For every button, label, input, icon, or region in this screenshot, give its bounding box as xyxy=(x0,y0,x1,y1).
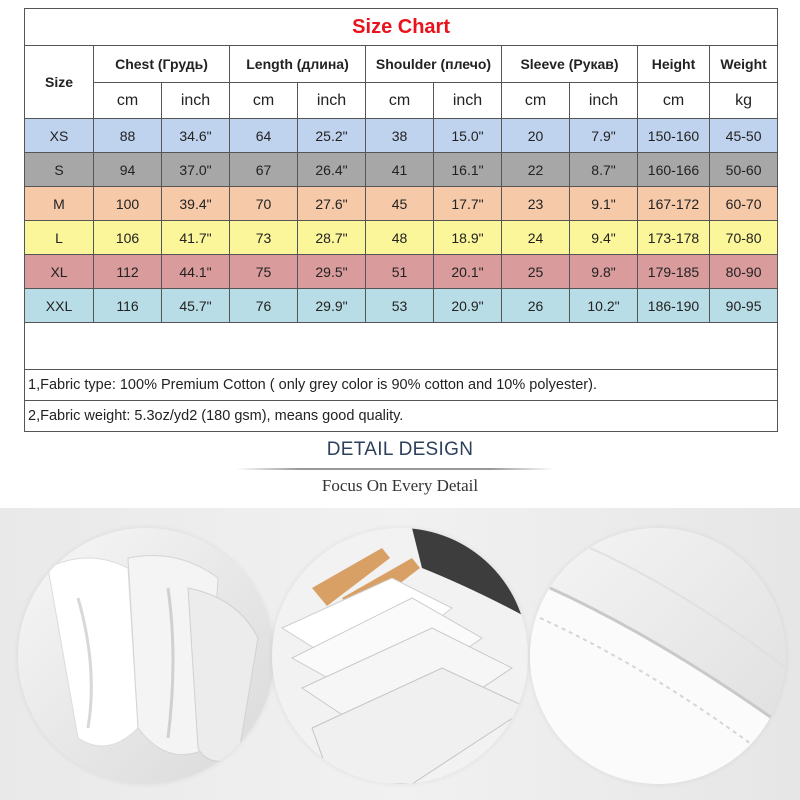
measurement-cell: 80-90 xyxy=(710,255,778,289)
measurement-cell: 45.7" xyxy=(162,289,230,323)
measurement-cell: 16.1" xyxy=(434,153,502,187)
unit-header: cm xyxy=(230,83,298,119)
size-row xyxy=(25,119,778,153)
measurement-cell: 9.8" xyxy=(570,255,638,289)
weight-header: Weight xyxy=(710,46,778,83)
unit-header: inch xyxy=(298,83,366,119)
size-label: XL xyxy=(25,255,94,289)
note-row xyxy=(25,401,778,432)
measurement-cell: 29.9" xyxy=(298,289,366,323)
measurement-cell: 70 xyxy=(230,187,298,221)
note-fabric-weight: 2,Fabric weight: 5.3oz/yd2 (180 gsm), means good quality. xyxy=(25,401,778,432)
measurement-cell: 73 xyxy=(230,221,298,255)
group-header-row xyxy=(25,46,778,83)
measurement-cell: 27.6" xyxy=(298,187,366,221)
measurement-cell: 20 xyxy=(502,119,570,153)
hanging-shirts-photo xyxy=(272,528,528,784)
measurement-cell: 75 xyxy=(230,255,298,289)
measurement-cell: 48 xyxy=(366,221,434,255)
size-chart-table xyxy=(24,8,778,432)
size-row xyxy=(25,255,778,289)
measurement-cell: 9.4" xyxy=(570,221,638,255)
measurement-cell: 44.1" xyxy=(162,255,230,289)
measurement-cell: 70-80 xyxy=(710,221,778,255)
size-row xyxy=(25,153,778,187)
heading-underline xyxy=(236,468,554,470)
measurement-cell: 23 xyxy=(502,187,570,221)
measurement-cell: 34.6" xyxy=(162,119,230,153)
sleeve-header: Sleeve (Рукав) xyxy=(502,46,638,83)
measurement-cell: 50-60 xyxy=(710,153,778,187)
measurement-cell: 53 xyxy=(366,289,434,323)
note-fabric-type: 1,Fabric type: 100% Premium Cotton ( only grey color is 90% cotton and 10% polyester). xyxy=(25,370,778,401)
length-header: Length (длина) xyxy=(230,46,366,83)
size-rows xyxy=(25,119,778,323)
measurement-cell: 41 xyxy=(366,153,434,187)
measurement-cell: 167-172 xyxy=(638,187,710,221)
measurement-cell: 41.7" xyxy=(162,221,230,255)
size-row xyxy=(25,187,778,221)
size-label: L xyxy=(25,221,94,255)
measurement-cell: 18.9" xyxy=(434,221,502,255)
measurement-cell: 45 xyxy=(366,187,434,221)
fabric-fold-photo xyxy=(18,528,274,784)
measurement-cell: 100 xyxy=(94,187,162,221)
measurement-cell: 38 xyxy=(366,119,434,153)
measurement-cell: 24 xyxy=(502,221,570,255)
measurement-cell: 94 xyxy=(94,153,162,187)
size-label: S xyxy=(25,153,94,187)
shoulder-header: Shoulder (плечо) xyxy=(366,46,502,83)
size-chart-title: Size Chart xyxy=(25,9,778,46)
measurement-cell: 15.0" xyxy=(434,119,502,153)
measurement-cell: 116 xyxy=(94,289,162,323)
measurement-cell: 22 xyxy=(502,153,570,187)
measurement-cell: 28.7" xyxy=(298,221,366,255)
measurement-cell: 7.9" xyxy=(570,119,638,153)
measurement-cell: 20.9" xyxy=(434,289,502,323)
measurement-cell: 173-178 xyxy=(638,221,710,255)
unit-header: kg xyxy=(710,83,778,119)
measurement-cell: 9.1" xyxy=(570,187,638,221)
unit-header-row xyxy=(25,83,778,119)
measurement-cell: 10.2" xyxy=(570,289,638,323)
unit-header: inch xyxy=(570,83,638,119)
measurement-cell: 60-70 xyxy=(710,187,778,221)
measurement-cell: 76 xyxy=(230,289,298,323)
measurement-cell: 17.7" xyxy=(434,187,502,221)
unit-header: cm xyxy=(366,83,434,119)
size-label: XS xyxy=(25,119,94,153)
note-row xyxy=(25,370,778,401)
measurement-cell: 26.4" xyxy=(298,153,366,187)
seam-closeup-photo xyxy=(530,528,786,784)
measurement-cell: 106 xyxy=(94,221,162,255)
unit-header: inch xyxy=(162,83,230,119)
measurement-cell: 37.0" xyxy=(162,153,230,187)
measurement-cell: 179-185 xyxy=(638,255,710,289)
measurement-cell: 25 xyxy=(502,255,570,289)
measurement-cell: 39.4" xyxy=(162,187,230,221)
measurement-cell: 26 xyxy=(502,289,570,323)
measurement-cell: 186-190 xyxy=(638,289,710,323)
size-row xyxy=(25,221,778,255)
measurement-cell: 150-160 xyxy=(638,119,710,153)
measurement-cell: 112 xyxy=(94,255,162,289)
blank-cell xyxy=(25,323,778,370)
size-column-header: Size xyxy=(25,46,94,119)
measurement-cell: 160-166 xyxy=(638,153,710,187)
detail-design-subtitle: Focus On Every Detail xyxy=(321,476,479,495)
size-label: XXL xyxy=(25,289,94,323)
measurement-cell: 51 xyxy=(366,255,434,289)
blank-row xyxy=(25,323,778,370)
detail-design-heading: DETAIL DESIGN xyxy=(326,439,474,460)
measurement-cell: 29.5" xyxy=(298,255,366,289)
measurement-cell: 88 xyxy=(94,119,162,153)
measurement-cell: 20.1" xyxy=(434,255,502,289)
height-header: Height xyxy=(638,46,710,83)
unit-header: cm xyxy=(94,83,162,119)
unit-header: inch xyxy=(434,83,502,119)
measurement-cell: 67 xyxy=(230,153,298,187)
unit-header: cm xyxy=(502,83,570,119)
unit-header: cm xyxy=(638,83,710,119)
measurement-cell: 25.2" xyxy=(298,119,366,153)
size-label: M xyxy=(25,187,94,221)
measurement-cell: 8.7" xyxy=(570,153,638,187)
measurement-cell: 64 xyxy=(230,119,298,153)
measurement-cell: 45-50 xyxy=(710,119,778,153)
size-row xyxy=(25,289,778,323)
chest-header: Chest (Грудь) xyxy=(94,46,230,83)
measurement-cell: 90-95 xyxy=(710,289,778,323)
